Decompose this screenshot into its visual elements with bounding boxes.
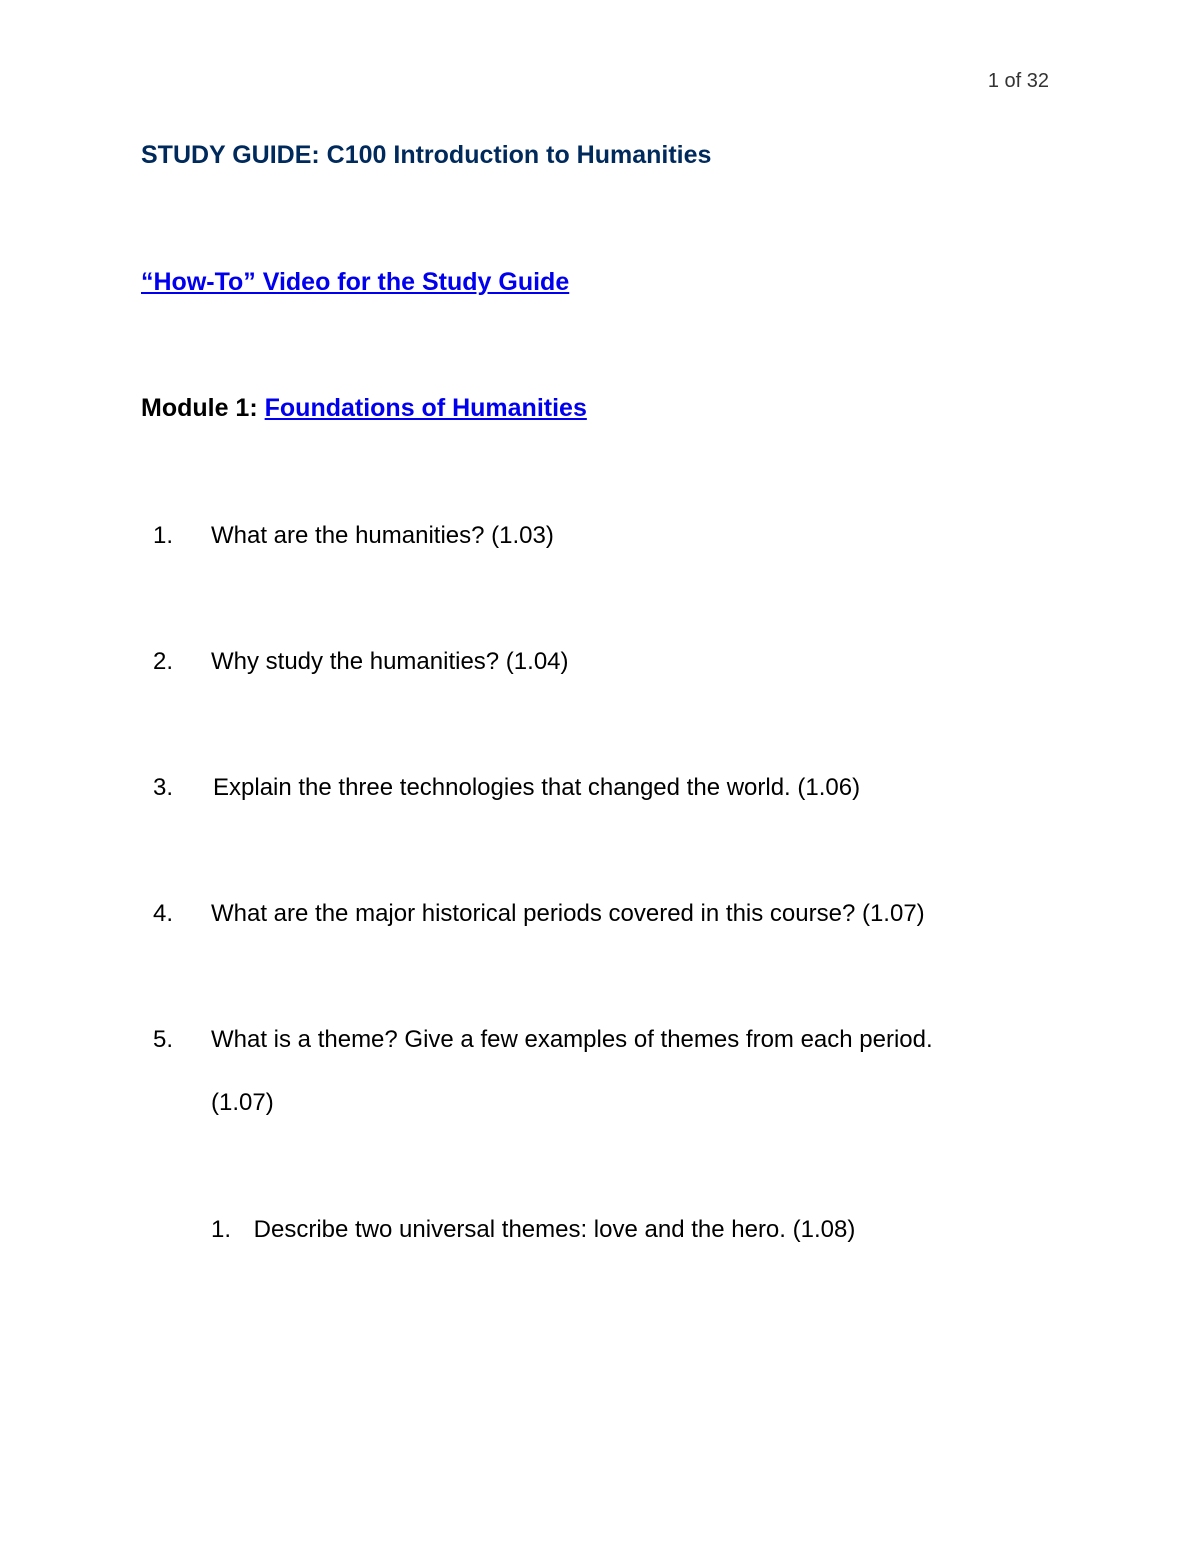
sub-question-item-1 (211, 1216, 855, 1244)
module-prefix: Module 1: (141, 394, 258, 422)
question-number: 2. (153, 648, 174, 675)
question-number: 4. (153, 900, 174, 927)
question-text: What is a theme? Give a few examples of themes from each period. (211, 1026, 933, 1053)
question-number: 5. (153, 1026, 174, 1053)
question-number: 1. (153, 522, 174, 549)
module-heading (141, 394, 587, 423)
sub-question-number: 1. (211, 1216, 232, 1243)
module-link-foundations[interactable]: Foundations of Humanities (264, 394, 587, 422)
how-to-video-link[interactable]: “How-To” Video for the Study Guide (141, 268, 570, 296)
sub-question-text: Describe two universal themes: love and the hero. (1.08) (253, 1216, 856, 1243)
question-text: What are the major historical periods covered in this course? (1.07) (211, 900, 925, 927)
question-text: What are the humanities? (1.03) (211, 522, 554, 549)
document-title: STUDY GUIDE: C100 Introduction to Humanities (141, 141, 712, 169)
question-text-continued: (1.07) (211, 1089, 274, 1116)
question-number: 3. (153, 774, 174, 801)
question-text: Why study the humanities? (1.04) (211, 648, 569, 675)
question-text: Explain the three technologies that changed the world. (1.06) (213, 774, 861, 801)
page-number: 1 of 32 (987, 70, 1049, 92)
